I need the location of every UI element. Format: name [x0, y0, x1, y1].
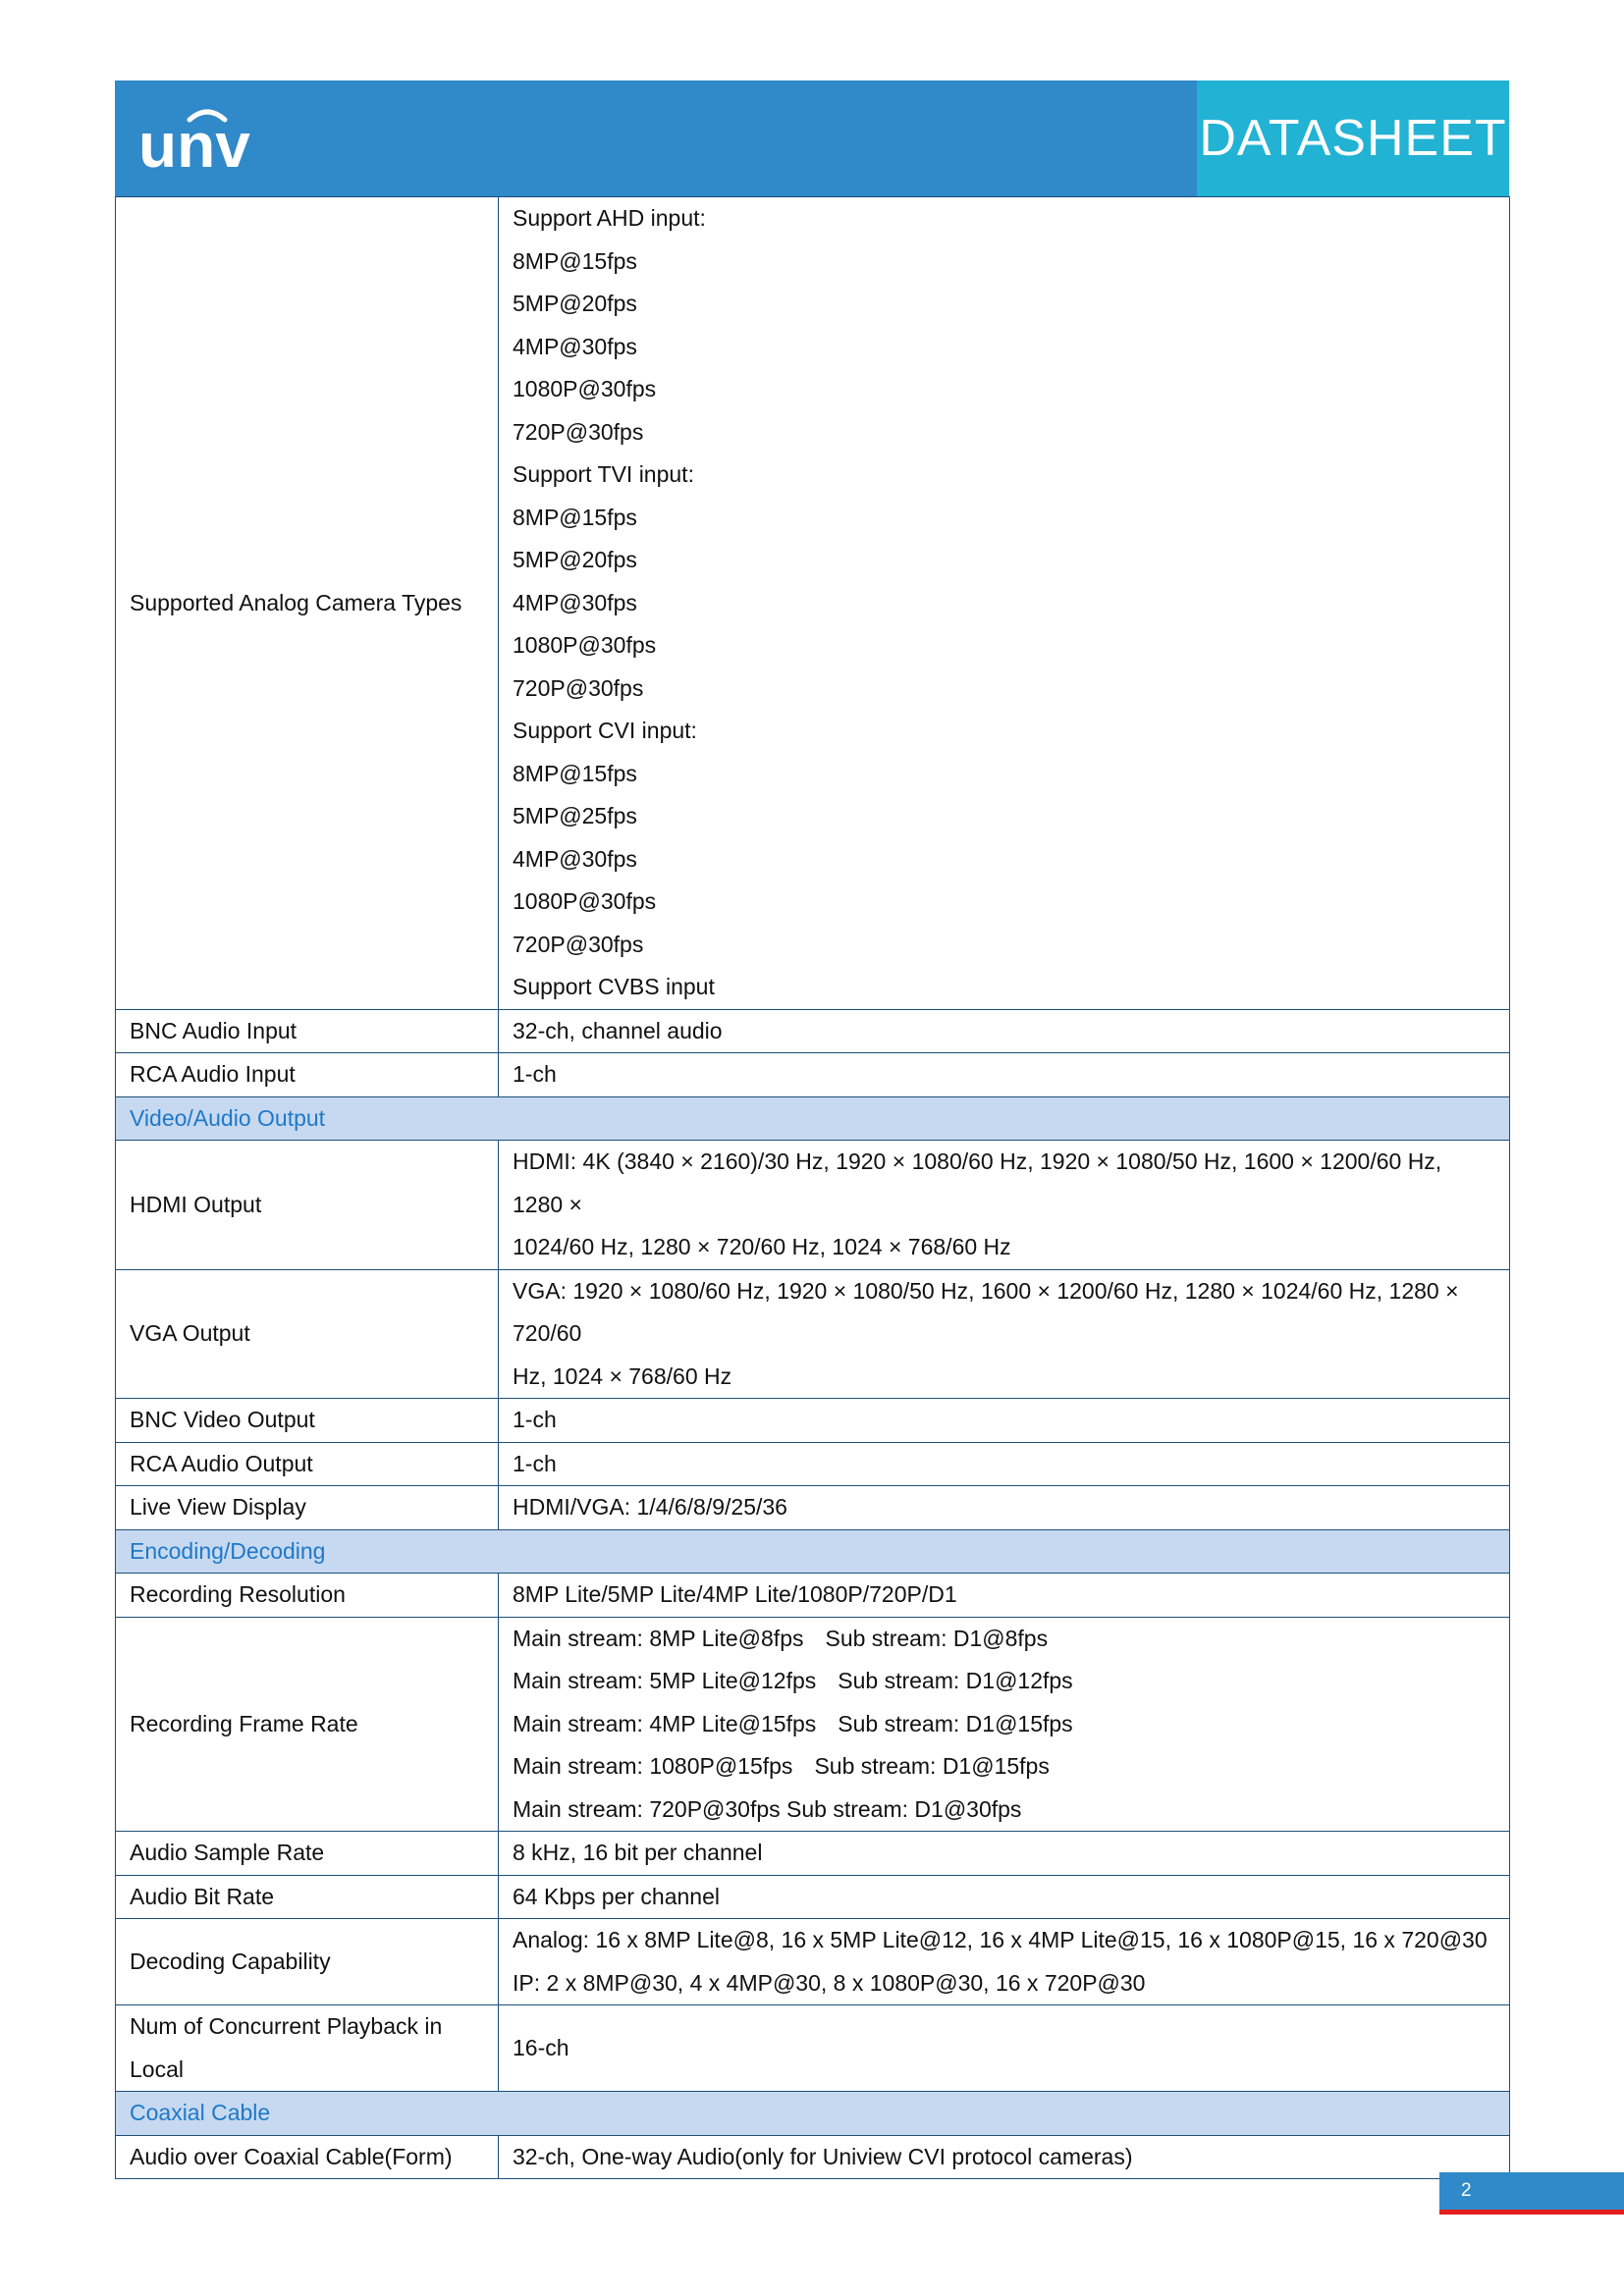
- table-row: [116, 1875, 1510, 1919]
- spec-label: RCA Audio Input: [116, 1053, 499, 1097]
- spec-line: 5MP@20fps: [513, 547, 637, 572]
- section-title: Encoding/Decoding: [116, 1529, 1510, 1574]
- table-row: [116, 1009, 1510, 1053]
- label-line: Local: [130, 2056, 184, 2082]
- spec-value: 1-ch: [499, 1442, 1510, 1486]
- spec-line: [513, 1618, 1495, 1661]
- spec-line: IP: 2 x 8MP@30, 4 x 4MP@30, 8 x 1080P@30, 16 x 720P@30: [513, 1969, 1146, 1996]
- spec-label: Recording Resolution: [116, 1574, 499, 1618]
- table-row: [116, 2135, 1510, 2179]
- spec-line: 1080P@30fps: [513, 376, 657, 401]
- spec-label: Audio Sample Rate: [116, 1832, 499, 1876]
- main-stream: Main stream: 1080P@15fps: [513, 1753, 793, 1779]
- table-row: [116, 1617, 1510, 1832]
- table-row: [116, 1053, 1510, 1097]
- table-row: [116, 1832, 1510, 1876]
- sub-stream: Sub stream: D1@8fps: [825, 1625, 1049, 1651]
- spec-line: HDMI: 4K (3840 × 2160)/30 Hz, 1920 × 1080/60 Hz, 1920 × 1080/50 Hz, 1600 × 1200/60 Hz, 1280 ×: [513, 1148, 1442, 1217]
- spec-line: 4MP@30fps: [513, 845, 637, 872]
- spec-value: [499, 197, 1510, 1010]
- spec-value: [499, 1269, 1510, 1399]
- page-number-tab: [1439, 2172, 1624, 2210]
- spec-label: Recording Frame Rate: [116, 1617, 499, 1832]
- spec-line: Hz, 1024 × 768/60 Hz: [513, 1362, 732, 1389]
- datasheet-title: DATASHEET: [1197, 80, 1509, 196]
- page-accent-bar: [1439, 2210, 1624, 2215]
- spec-label: Supported Analog Camera Types: [116, 197, 499, 1010]
- spec-line: 5MP@25fps: [513, 803, 637, 828]
- spec-line: 720P@30fps: [513, 418, 644, 445]
- spec-label: [116, 2005, 499, 2092]
- spec-label: VGA Output: [116, 1269, 499, 1399]
- spec-value: 1-ch: [499, 1399, 1510, 1443]
- table-row: [116, 2005, 1510, 2092]
- sub-stream: Sub stream: D1@15fps: [838, 1710, 1073, 1736]
- spec-value: HDMI/VGA: 1/4/6/8/9/25/36: [499, 1486, 1510, 1530]
- spec-value: [499, 1141, 1510, 1270]
- spec-line: 4MP@30fps: [513, 589, 637, 615]
- header-band: [115, 80, 1509, 196]
- spec-line: Support CVI input:: [513, 718, 697, 743]
- sub-stream: Sub stream: D1@15fps: [814, 1753, 1050, 1779]
- sub-stream: Sub stream: D1@12fps: [838, 1668, 1073, 1693]
- spec-line: VGA: 1920 × 1080/60 Hz, 1920 × 1080/50 Hz, 1600 × 1200/60 Hz, 1280 × 1024/60 Hz, 1280 × 720/60: [513, 1277, 1459, 1346]
- spec-line: Main stream: 720P@30fps Sub stream: D1@30fps: [513, 1795, 1022, 1822]
- spec-label: Live View Display: [116, 1486, 499, 1530]
- section-title: Coaxial Cable: [116, 2092, 1510, 2136]
- spec-line: [513, 1660, 1495, 1703]
- spec-line: 5MP@20fps: [513, 291, 637, 316]
- spec-line: 1080P@30fps: [513, 888, 657, 914]
- table-row: [116, 1269, 1510, 1399]
- spec-label: HDMI Output: [116, 1141, 499, 1270]
- table-row: [116, 1919, 1510, 2005]
- spec-line: Support TVI input:: [513, 461, 694, 487]
- unv-logo: [138, 100, 276, 179]
- spec-line: Analog: 16 x 8MP Lite@8, 16 x 5MP Lite@12, 16 x 4MP Lite@15, 16 x 1080P@15, 16 x 720@30: [513, 1927, 1488, 1952]
- page-number: 2: [1461, 2180, 1472, 2201]
- spec-value: 32-ch, channel audio: [499, 1009, 1510, 1053]
- spec-line: 8MP@15fps: [513, 760, 637, 786]
- spec-label: Audio Bit Rate: [116, 1875, 499, 1919]
- spec-line: Support AHD input:: [513, 205, 706, 231]
- spec-value: 16-ch: [499, 2005, 1510, 2092]
- spec-value: 32-ch, One-way Audio(only for Uniview CVI protocol cameras): [499, 2135, 1510, 2179]
- spec-value: 8MP Lite/5MP Lite/4MP Lite/1080P/720P/D1: [499, 1574, 1510, 1618]
- logo-text: unv: [138, 110, 250, 179]
- label-line: Num of Concurrent Playback in: [130, 2013, 443, 2039]
- spec-line: 1080P@30fps: [513, 632, 657, 658]
- spec-line: 4MP@30fps: [513, 333, 637, 359]
- table-row: [116, 1486, 1510, 1530]
- spec-table: [115, 196, 1510, 2179]
- table-row: [116, 1141, 1510, 1270]
- spec-line: [513, 1703, 1495, 1746]
- spec-label: BNC Audio Input: [116, 1009, 499, 1053]
- section-row: [116, 1529, 1510, 1574]
- table-row: [116, 1574, 1510, 1618]
- spec-value: [499, 1919, 1510, 2005]
- section-row: [116, 1096, 1510, 1141]
- spec-line: 720P@30fps: [513, 674, 644, 701]
- spec-line: 8MP@15fps: [513, 504, 637, 530]
- spec-label: RCA Audio Output: [116, 1442, 499, 1486]
- table-row: [116, 1442, 1510, 1486]
- spec-value: 1-ch: [499, 1053, 1510, 1097]
- spec-line: 720P@30fps: [513, 931, 644, 957]
- section-title: Video/Audio Output: [116, 1096, 1510, 1141]
- spec-label: BNC Video Output: [116, 1399, 499, 1443]
- spec-line: 1024/60 Hz, 1280 × 720/60 Hz, 1024 × 768/60 Hz: [513, 1234, 1011, 1259]
- main-stream: Main stream: 4MP Lite@15fps: [513, 1710, 817, 1736]
- spec-value: [499, 1617, 1510, 1832]
- spec-value: 64 Kbps per channel: [499, 1875, 1510, 1919]
- main-stream: Main stream: 5MP Lite@12fps: [513, 1668, 817, 1693]
- section-row: [116, 2092, 1510, 2136]
- spec-line: 8MP@15fps: [513, 247, 637, 274]
- table-row: [116, 1399, 1510, 1443]
- spec-label: Decoding Capability: [116, 1919, 499, 2005]
- spec-line: [513, 1745, 1495, 1789]
- spec-value: 8 kHz, 16 bit per channel: [499, 1832, 1510, 1876]
- spec-label: Audio over Coaxial Cable(Form): [116, 2135, 499, 2179]
- spec-line: Support CVBS input: [513, 974, 715, 999]
- table-row: [116, 197, 1510, 1010]
- main-stream: Main stream: 8MP Lite@8fps: [513, 1625, 804, 1651]
